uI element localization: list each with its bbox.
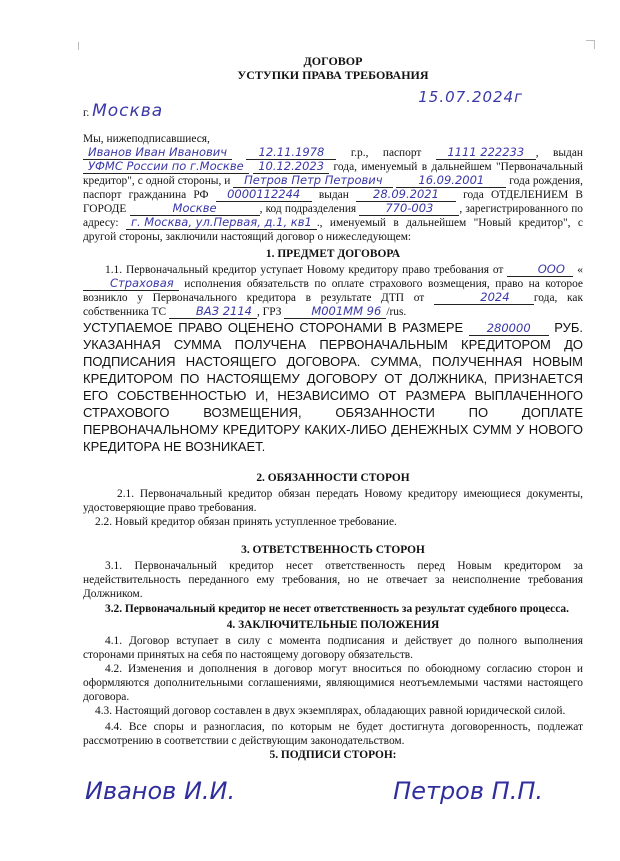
party2-name: Петров Петр Петрович (233, 174, 393, 188)
city-prefix: г. (83, 107, 90, 119)
text: « (577, 264, 583, 276)
party2-issue-date: 28.09.2021 (356, 188, 456, 202)
clause-4-2: 4.2. Изменения и дополнения в договор могут вноситься по обоюдному согласию сторон и оформляются дополнительными соглашениями, являющимися неотъемлемыми частями настоящего договора. (83, 663, 583, 703)
text: РУБ. (554, 320, 583, 335)
text: выдан (318, 189, 349, 201)
clause-1-1-caps (83, 319, 583, 455)
date-handwritten: 15.07.2024г (418, 88, 523, 106)
text: "Первоначальный кредитор", с одной стороны, и (83, 161, 583, 187)
signatures (83, 776, 583, 806)
city-handwritten: Москва (92, 101, 164, 121)
text: ОТДЕЛЕНИЕМ В ГОРОДЕ (83, 189, 583, 215)
clause-3-2: 3.2. Первоначальный кредитор не несет ответственность за результат судебного процесса. (105, 603, 569, 615)
text: года (463, 189, 484, 201)
assigned-amount: 280000 (469, 322, 549, 336)
clause-4-4: 4.4. Все споры и разногласия, по которым не будет достигнута договоренность, подлежат рассмотрению в соответствии с действующим законодательством. (83, 721, 583, 747)
section-3-heading: 3. ОТВЕТСТВЕННОСТЬ СТОРОН (241, 544, 425, 556)
city-group (83, 101, 164, 121)
section-2-heading: 2. ОБЯЗАННОСТИ СТОРОН (256, 472, 410, 484)
text: паспорт гражданина РФ (83, 189, 209, 201)
party2-passport: 0000112244 (216, 188, 312, 202)
clause-4-3: 4.3. Настоящий договор составлен в двух экземплярах, обладающих равной юридической силой. (95, 705, 566, 717)
text: /rus. (386, 306, 407, 318)
text: г.р., (350, 147, 369, 159)
text: года, как собственника ТС (83, 292, 583, 318)
party2-address: г. Москва, ул.Первая, д.1, кв1 (126, 216, 317, 230)
vehicle-model: ВАЗ 2114 (169, 305, 257, 319)
text: паспорт (382, 147, 422, 159)
text: , зарегистрированного по адресу: (83, 203, 583, 229)
text: года рождения, (509, 175, 583, 187)
section-4-heading: 4. ЗАКЛЮЧИТЕЛЬНЫЕ ПОЛОЖЕНИЯ (226, 619, 440, 631)
party1-birthdate: 12.11.1978 (246, 146, 336, 160)
party2-dept-city: Москве (130, 202, 260, 216)
text: 1.1. Первоначальный кредитор уступает Новому кредитору право требования от (105, 264, 504, 276)
signature-party1: Иванов И.И. (85, 777, 236, 805)
parties-intro (83, 132, 583, 244)
party1-name: Иванов Иван Иванович (83, 146, 232, 160)
intro-lead: Мы, нижеподписавшиеся, (83, 133, 210, 145)
text: , ГРЗ (256, 306, 282, 318)
clause-2-2: 2.2. Новый кредитор обязан принять уступленное требование. (95, 516, 397, 528)
text: УСТУПАЕМОЕ ПРАВО ОЦЕНЕНО СТОРОНАМИ В РАЗМЕРЕ (83, 320, 464, 335)
text: , код подразделения (259, 203, 357, 215)
signature-party2: Петров П.П. (393, 777, 543, 805)
vehicle-plate: М001ММ 96 (284, 305, 386, 319)
text: УКАЗАННАЯ СУММА ПОЛУЧЕНА ПЕРВОНАЧАЛЬНЫМ КРЕДИТОРОМ ДО ПОДПИСАНИЯ НАСТОЯЩЕГО ДОГОВОРА. СУММА, ПОЛУЧЕННАЯ НОВЫМ КРЕДИТОРОМ ПО НАСТОЯЩЕМУ ДОГОВОРУ ОТ ДОЛЖНИКА, ПРИЗНАЕТСЯ ЕГО СОБСТВЕННОСТЬЮ И, НЕЗАВИСИМО ОТ РАЗМЕРА ВЫПЛАЧЕННОГО СТРАХОВОГО ВОЗМЕЩЕНИЯ, ОБЯЗАННОСТИ ПО ДОПЛАТЕ ПЕРВОНАЧАЛЬНОМУ КРЕДИТОРУ КАКИХ-ЛИБО ДЕНЕЖНЫХ СУММ У НОВОГО КРЕДИТОРА НЕ ВОЗНИКАЕТ. (83, 337, 583, 454)
clause-2-1: 2.1. Первоначальный кредитор обязан передать Новому кредитору имеющиеся документы, удостоверяющие право требования. (83, 488, 583, 514)
party1-issuer: УФМС России по г.Москве (83, 160, 249, 174)
text: кредитор", с другой стороны, заключили настоящий договор о нижеследующем: (83, 217, 583, 243)
section-5-heading: 5. ПОДПИСИ СТОРОН: (269, 749, 397, 761)
contract-document (83, 0, 583, 816)
party1-passport: 1111 222233 (436, 146, 536, 160)
text: года, именуемый в дальнейшем (333, 161, 492, 173)
debtor-org-type: ООО (507, 263, 573, 277)
section-1-heading: 1. ПРЕДМЕТ ДОГОВОРА (265, 248, 401, 260)
accident-year: 2024 (434, 291, 534, 305)
document-title: ДОГОВОР (303, 54, 363, 68)
party1-issue-date: 10.12.2023 (253, 160, 329, 174)
clause-1-1 (83, 263, 583, 319)
margin-mark (586, 40, 595, 49)
debtor-name: Страховая (83, 277, 179, 291)
clause-4-1: 4.1. Договор вступает в силу с момента подписания и действует до полного выполнения сторонами принятых на себя по настоящему договору обязательств. (83, 635, 583, 661)
clause-3-1: 3.1. Первоначальный кредитор несет ответственность перед Новым кредитором за недействительность переданного ему требования, но не отвечает за неисполнение требования Должником. (83, 560, 583, 600)
text: , выдан (535, 147, 583, 159)
document-subtitle: УСТУПКИ ПРАВА ТРЕБОВАНИЯ (237, 68, 429, 82)
text: ., именуемый в дальнейшем "Новый (316, 217, 512, 229)
text: исполнения обязательств по оплате страхового возмещения, право на которое возникло у Первоначального кредитора в результате ДТП от (83, 278, 583, 304)
place-date-line (83, 90, 583, 120)
party2-birthdate: 16.09.2001 (396, 174, 506, 188)
party2-dept-code: 770-003 (359, 202, 459, 216)
